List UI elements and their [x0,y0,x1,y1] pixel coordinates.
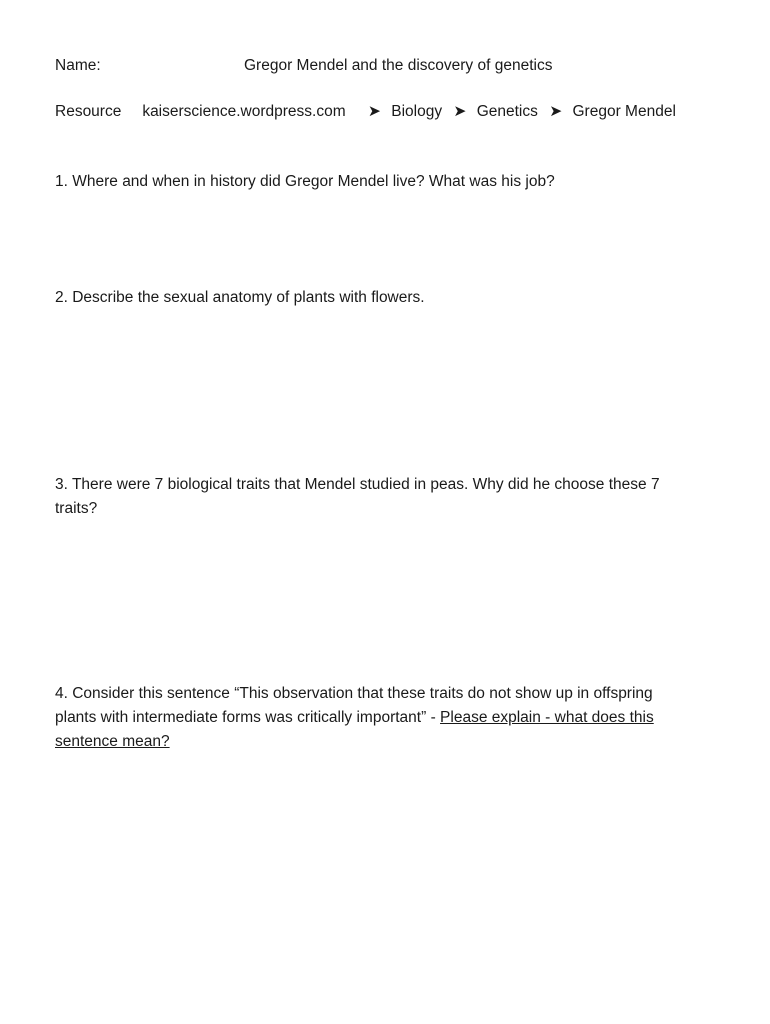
breadcrumb-genetics[interactable]: Genetics [476,103,538,120]
resource-label: Resource [55,103,122,120]
breadcrumb-arrow-icon: ➤ [453,103,467,120]
question-1: 1. Where and when in history did Gregor Mendel live? What was his job? [55,173,555,190]
resource-row [55,100,683,124]
question-4-line-3 [55,730,705,754]
question-4-prompt: Please explain - what does this [440,709,654,726]
breadcrumb-gregor-mendel[interactable]: Gregor Mendel [572,103,676,120]
question-4-line-2 [55,706,705,730]
question-4-prompt-end: sentence mean? [55,733,170,750]
question-4-text: plants with intermediate forms was critically important” - [55,709,441,726]
question-3-line-1: 3. There were 7 biological traits that Mendel studied in peas. Why did he choose these 7 [55,476,660,493]
question-4 [55,682,705,754]
resource-link[interactable]: kaiserscience.wordpress.com [142,103,346,120]
name-label: Name: [55,57,101,74]
question-3 [55,473,705,521]
breadcrumb-biology[interactable]: Biology [391,103,443,120]
breadcrumb-arrow-icon: ➤ [367,103,381,120]
breadcrumb-arrow-icon: ➤ [549,103,563,120]
question-2: 2. Describe the sexual anatomy of plants with flowers. [55,289,425,306]
page-title: Gregor Mendel and the discovery of genetics [244,57,553,74]
question-4-line-1: 4. Consider this sentence “This observation that these traits do not show up in offspring [55,685,653,702]
question-3-line-2: traits? [55,500,98,517]
